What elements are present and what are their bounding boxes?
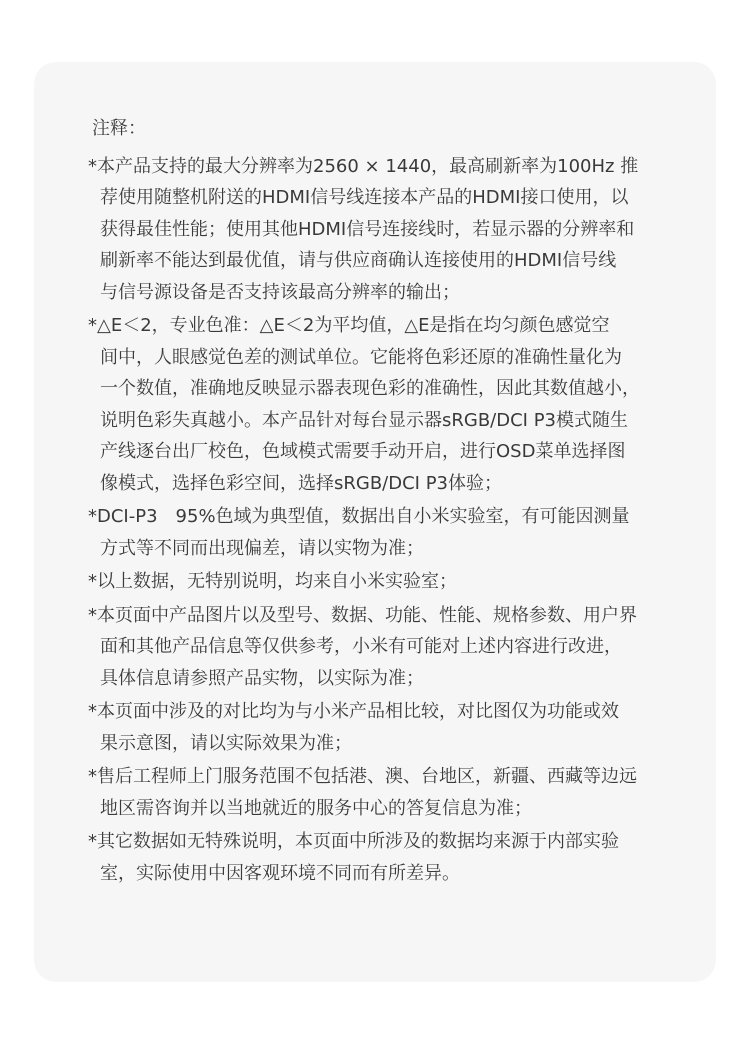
note-line: 方式等不同而出现偏差，请以实物为准； [100,537,424,559]
note-line: 室，实际使用中因客观环境不同而有所差异。 [100,862,460,884]
note-after-sales [88,761,678,824]
note-line: 面和其他产品信息等仅供参考，小米有可能对上述内容进行改进， [100,636,622,657]
note-other-data [88,826,678,889]
note-product-images [88,600,678,695]
notes-heading: 注释： [92,118,146,139]
note-line: 果示意图，请以实际效果为准； [100,732,352,754]
note-comparison [88,696,678,759]
note-line: 获得最佳性能；使用其他HDMI信号连接线时，若显示器的分辨率和 [100,218,635,240]
note-line: *△E＜2，专业色准：△E＜2为平均值，△E是指在均匀颜色感觉空 [88,315,610,336]
note-line: 产线逐台出厂校色，色域模式需要手动开启，进行OSD菜单选择图 [100,441,626,462]
note-line: 地区需咨询并以当地就近的服务中心的答复信息为准； [100,797,532,819]
note-color-accuracy [88,310,678,499]
note-line: 荐使用随整机附送的HDMI信号线连接本产品的HDMI接口使用，以 [100,187,629,208]
note-dci-p3 [88,501,678,564]
note-line: 具体信息请参照产品实物，以实际为准； [100,667,424,689]
note-line: *本页面中涉及的对比均为与小米产品相比较，对比图仅为功能或效 [88,701,619,722]
note-line: 像模式，选择色彩空间，选择sRGB/DCI P3体验； [100,472,503,494]
note-line: *本产品支持的最大分辨率为2560 × 1440，最高刷新率为100Hz 推 [88,155,639,177]
note-line: *以上数据，无特别说明，均来自小米实验室； [88,571,457,592]
note-lab-data [88,566,678,598]
note-line: *售后工程师上门服务范围不包括港、澳、台地区，新疆、西藏等边远 [88,766,637,787]
note-line: 间中，人眼感觉色差的测试单位。它能将色彩还原的准确性量化为 [100,346,622,368]
note-line: *其它数据如无特殊说明，本页面中所涉及的数据均来源于内部实验 [88,831,619,852]
note-line: 刷新率不能达到最优值，请与供应商确认连接使用的HDMI信号线 [100,250,617,271]
notes-content [88,113,678,891]
note-line: 与信号源设备是否支持该最高分辨率的输出； [100,281,460,303]
note-line: *DCI-P3 95%色域为典型值，数据出自小米实验室，有可能因测量 [88,506,630,527]
note-line: *本页面中产品图片以及型号、数据、功能、性能、规格参数、用户界 [88,604,637,626]
note-line: 说明色彩失真越小。本产品针对每台显示器sRGB/DCI P3模式随生 [100,409,629,431]
note-line: 一个数值，准确地反映显示器表现色彩的准确性，因此其数值越小， [100,378,640,399]
note-resolution [88,151,678,309]
